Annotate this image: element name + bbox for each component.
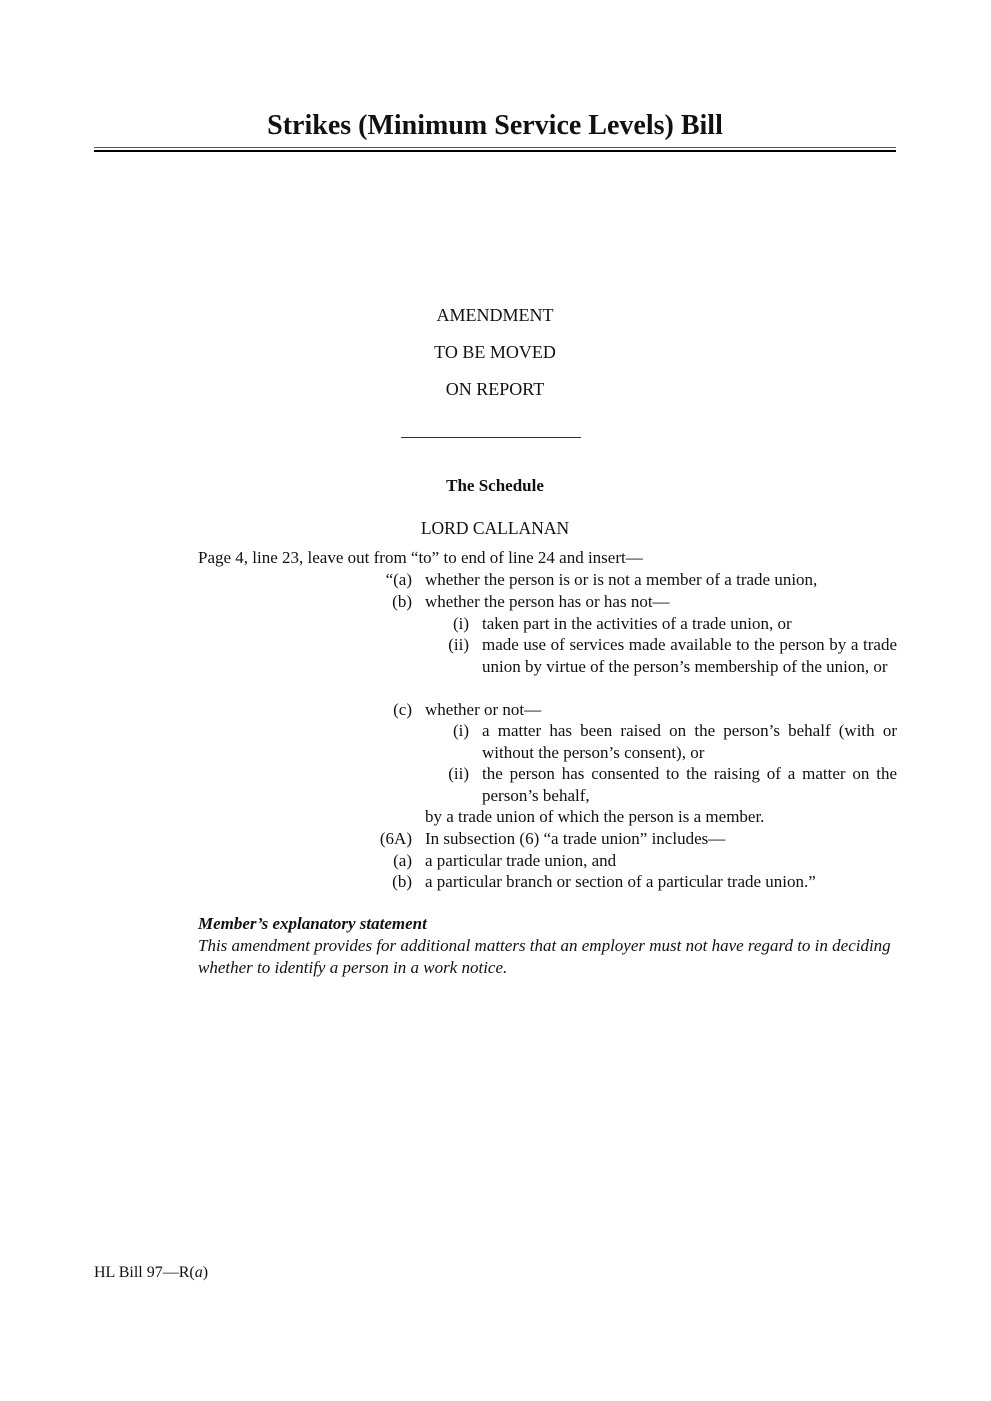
bill-reference-suffix: ) (202, 1264, 209, 1281)
item-label: (a) (393, 851, 412, 870)
heading-amendment: AMENDMENT (436, 305, 554, 325)
item-label: (ii) (448, 635, 469, 654)
item-label: (b) (392, 872, 412, 891)
section-divider (401, 437, 581, 438)
title-rule-thin (94, 147, 896, 148)
explanatory-statement-heading: Member’s explanatory statement (198, 914, 427, 933)
item-text: a matter has been raised on the person’s behalf (with or without the person’s consent), or (482, 721, 897, 762)
bill-reference (94, 1264, 208, 1282)
item-label: (c) (393, 700, 412, 719)
bill-reference-italic: a (194, 1264, 203, 1281)
item-text: a particular branch or section of a particular trade union.” (425, 872, 816, 891)
item-text: whether the person is or is not a member of a trade union, (425, 570, 818, 589)
item-label: (6A) (379, 829, 412, 848)
item-text: taken part in the activities of a trade union, or (482, 614, 792, 633)
item-label: (b) (392, 592, 412, 611)
item-label: (ii) (448, 764, 469, 783)
item-text: by a trade union of which the person is a member. (425, 807, 765, 826)
member-name: LORD CALLANAN (420, 518, 570, 538)
item-label: (i) (452, 721, 469, 740)
item-text: whether or not— (425, 700, 542, 719)
explanatory-statement-text: This amendment provides for additional matters that an employer must not have regard to in deciding whether to identify a person in a work notice. (198, 936, 891, 977)
bill-title: Strikes (Minimum Service Levels) Bill (267, 110, 723, 141)
heading-on-report: ON REPORT (445, 379, 545, 399)
title-rule-thick (94, 150, 896, 152)
item-text: made use of services made available to the person by a trade union by virtue of the person’s membership of the union, or (482, 635, 897, 676)
item-text: whether the person has or has not— (425, 592, 670, 611)
item-text: a particular trade union, and (425, 851, 617, 870)
item-text: the person has consented to the raising of a matter on the person’s behalf, (482, 764, 897, 805)
section-heading: The Schedule (446, 476, 544, 495)
item-label: (i) (452, 614, 469, 633)
heading-to-be-moved: TO BE MOVED (434, 342, 556, 362)
amendment-instruction: Page 4, line 23, leave out from “to” to end of line 24 and insert— (198, 548, 643, 567)
item-label: “(a) (385, 570, 412, 589)
bill-reference-prefix: HL Bill 97—R( (94, 1264, 195, 1281)
item-text: In subsection (6) “a trade union” includes— (425, 829, 726, 848)
